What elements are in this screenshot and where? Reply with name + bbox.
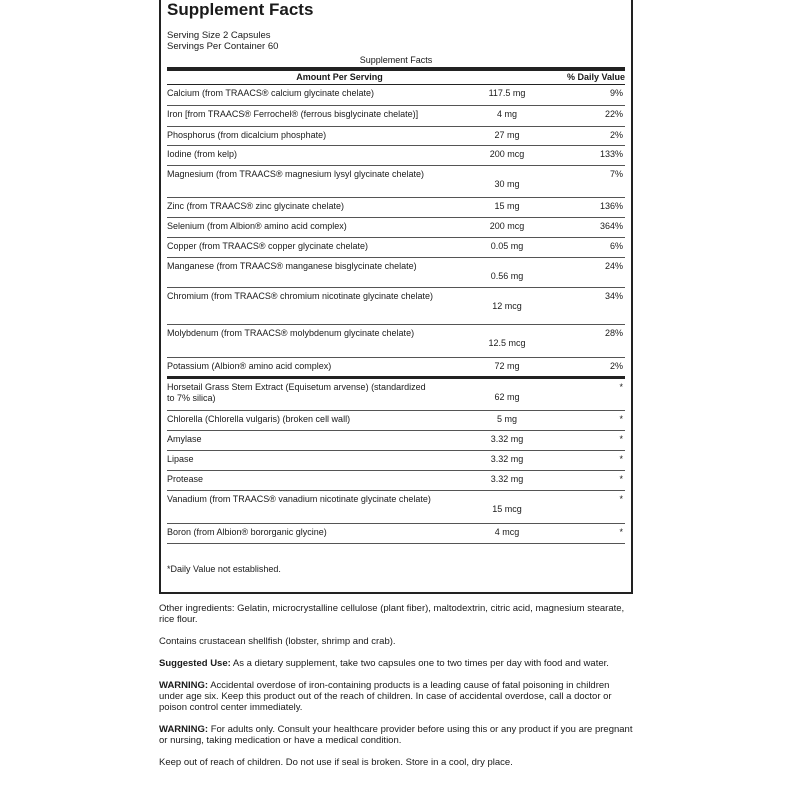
- nutrient-daily-value: 136%: [599, 201, 623, 211]
- adults-warning: [159, 724, 633, 746]
- nutrient-name: Boron (from Albion® bororganic glycine): [167, 527, 327, 537]
- nutrient-daily-value: *: [619, 454, 623, 464]
- nutrient-amount: 12 mcg: [492, 301, 522, 311]
- nutrient-daily-value: 2%: [609, 130, 623, 140]
- nutrient-amount: 3.32 mg: [490, 474, 524, 484]
- nutrient-name: Protease: [167, 474, 204, 484]
- nutrient-daily-value: *: [619, 382, 623, 392]
- nutrient-name: Phosphorus (from dicalcium phosphate): [167, 130, 327, 140]
- nutrient-daily-value: 2%: [609, 361, 623, 371]
- nutrient-name: Molybdenum (from TRAACS® molybdenum glycinate chelate): [167, 328, 415, 338]
- nutrient-amount: 200 mcg: [489, 221, 525, 231]
- serving-size: Serving Size 2 Capsules: [167, 30, 271, 41]
- nutrient-amount: 200 mcg: [489, 149, 525, 159]
- nutrient-daily-value: *: [619, 494, 623, 504]
- header-amount: Amount Per Serving: [296, 72, 383, 82]
- nutrient-name: Chlorella (Chlorella vulgaris) (broken cell wall): [167, 414, 351, 424]
- adults-warning-text: For adults only. Consult your healthcare provider before using this or any product if you are pregnant or nursing, taking medication or have a medical condition.: [159, 724, 633, 746]
- iron-warning: [159, 680, 633, 713]
- nutrient-name: Iodine (from kelp): [167, 149, 238, 159]
- table-row: [167, 491, 625, 524]
- nutrient-amount: 27 mg: [494, 130, 520, 140]
- nutrient-daily-value: 34%: [604, 291, 623, 301]
- table-row: [167, 258, 625, 288]
- allergen-statement: Contains crustacean shellfish (lobster, shrimp and crab).: [159, 636, 396, 647]
- servings-per-container: Servings Per Container 60: [167, 41, 279, 52]
- nutrient-amount: 3.32 mg: [490, 434, 524, 444]
- footnote: *Daily Value not established.: [167, 564, 281, 574]
- iron-warning-label: WARNING:: [159, 680, 209, 691]
- nutrient-name: Vanadium (from TRAACS® vanadium nicotinate glycinate chelate): [167, 494, 431, 504]
- nutrient-daily-value: 133%: [599, 149, 623, 159]
- label-text-block: [159, 603, 633, 779]
- table-caption: Supplement Facts: [359, 55, 433, 65]
- adults-warning-label: WARNING:: [159, 724, 209, 735]
- nutrient-name: Potassium (Albion® amino acid complex): [167, 361, 332, 371]
- nutrient-name: Calcium (from TRAACS® calcium glycinate chelate): [167, 88, 375, 98]
- nutrient-amount: 0.05 mg: [490, 241, 524, 251]
- table-row: [167, 166, 625, 198]
- nutrient-amount: 3.32 mg: [490, 454, 524, 464]
- nutrient-daily-value: 24%: [604, 261, 623, 271]
- nutrient-daily-value: *: [619, 414, 623, 424]
- suggested-use-label: Suggested Use:: [159, 658, 231, 669]
- nutrient-name: Zinc (from TRAACS® zinc glycinate chelate): [167, 201, 345, 211]
- table-row: [167, 146, 625, 166]
- nutrient-name: Amylase: [167, 434, 202, 444]
- nutrient-name: Manganese (from TRAACS® manganese bisglycinate chelate): [167, 261, 417, 271]
- nutrient-amount: 4 mg: [496, 109, 517, 119]
- table-header: [167, 71, 625, 85]
- table-row: [167, 127, 625, 146]
- nutrient-amount: 62 mg: [494, 392, 520, 402]
- nutrient-daily-value: 22%: [604, 109, 623, 119]
- table-row: [167, 411, 625, 431]
- nutrient-amount: 12.5 mcg: [488, 338, 526, 348]
- table-row: [167, 451, 625, 471]
- nutrient-daily-value: 28%: [604, 328, 623, 338]
- table-row: [167, 238, 625, 258]
- table-row: [167, 85, 625, 106]
- nutrient-amount: 30 mg: [494, 179, 520, 189]
- nutrient-name: Magnesium (from TRAACS® magnesium lysyl glycinate chelate): [167, 169, 425, 179]
- iron-warning-text: Accidental overdose of iron-containing products is a leading cause of fatal poisoning in children under age six. Keep this product out of the reach of children. In case of accidental overdose, call a doctor or poison control center immediately.: [159, 680, 612, 713]
- nutrient-daily-value: 364%: [599, 221, 623, 231]
- nutrient-amount: 0.56 mg: [490, 271, 524, 281]
- nutrient-amount: 72 mg: [494, 361, 520, 371]
- table-row: [167, 431, 625, 451]
- nutrient-name: Chromium (from TRAACS® chromium nicotinate glycinate chelate): [167, 291, 434, 301]
- nutrient-amount: 5 mg: [496, 414, 517, 424]
- nutrient-daily-value: 6%: [609, 241, 623, 251]
- suggested-use-text: As a dietary supplement, take two capsules one to two times per day with food and water.: [230, 658, 609, 669]
- table-row: [167, 288, 625, 325]
- storage-statement: Keep out of reach of children. Do not use if seal is broken. Store in a cool, dry place.: [159, 757, 513, 768]
- nutrient-amount: 15 mcg: [492, 504, 522, 514]
- table-row: [167, 218, 625, 238]
- table-row: [167, 106, 625, 127]
- nutrient-name: Lipase: [167, 454, 194, 464]
- nutrient-daily-value: *: [619, 474, 623, 484]
- header-daily-value: % Daily Value: [566, 72, 625, 82]
- table-row: [167, 471, 625, 491]
- nutrient-name: Iron [from TRAACS® Ferrochel® (ferrous bisglycinate chelate)]: [167, 109, 419, 119]
- suggested-use: [159, 658, 633, 669]
- panel-title: Supplement Facts: [167, 0, 314, 19]
- supplement-facts-panel: [159, 0, 633, 594]
- nutrient-amount: 4 mcg: [494, 527, 520, 537]
- nutrient-daily-value: 9%: [609, 88, 623, 98]
- nutrient-amount: 15 mg: [494, 201, 520, 211]
- nutrient-daily-value: *: [619, 527, 623, 537]
- nutrient-amount: 117.5 mg: [488, 88, 526, 98]
- table-row: [167, 325, 625, 358]
- nutrient-name: Selenium (from Albion® amino acid complex): [167, 221, 347, 231]
- table-row: [167, 198, 625, 218]
- nutrient-daily-value: 7%: [609, 169, 623, 179]
- nutrient-daily-value: *: [619, 434, 623, 444]
- other-ingredients: Other ingredients: Gelatin, microcrystalline cellulose (plant fiber), maltodextrin, citric acid, magnesium stearate, rice flour.: [159, 603, 625, 625]
- nutrient-table: [167, 85, 625, 544]
- table-row: [167, 379, 625, 411]
- nutrient-name: Copper (from TRAACS® copper glycinate chelate): [167, 241, 369, 251]
- nutrient-name: Horsetail Grass Stem Extract (Equisetum arvense) (standardized to 7% silica): [167, 382, 426, 403]
- table-row: [167, 524, 625, 544]
- table-row: [167, 358, 625, 379]
